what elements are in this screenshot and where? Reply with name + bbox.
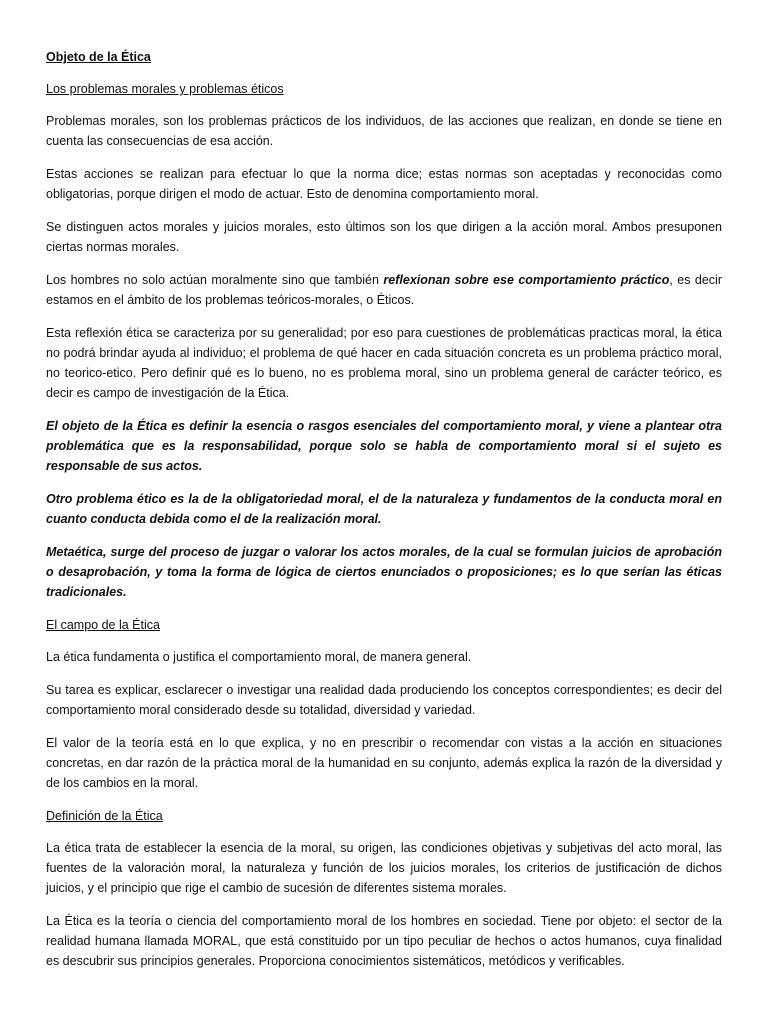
document-title: Objeto de la Ética [46, 50, 151, 64]
paragraph-11: El valor de la teoría está en lo que explica, y no en prescribir o recomendar con vistas a la acción en situaciones concretas, en dar razón de la práctica moral de la humanidad en su conjunto, además explica la razón de la diversidad y de los cambios en la moral. [46, 736, 722, 790]
paragraph-3: Se distinguen actos morales y juicios morales, esto últimos son los que dirigen a la acción moral. Ambos presuponen ciertas normas morales. [46, 220, 722, 254]
paragraph-10: Su tarea es explicar, esclarecer o investigar una realidad dada produciendo los conceptos correspondientes; es decir del comportamiento moral considerado desde su totalidad, diversidad y variedad. [46, 683, 722, 717]
paragraph-2: Estas acciones se realizan para efectuar lo que la norma dice; estas normas son aceptadas y reconocidas como obligatorias, porque dirigen el modo de actuar. Esto de denomina comportamiento moral. [46, 167, 722, 201]
paragraph-9: La ética fundamenta o justifica el comportamiento moral, de manera general. [46, 650, 472, 664]
paragraph-4-emphasis: reflexionan sobre ese comportamiento práctico [383, 273, 670, 287]
paragraph-4 [46, 270, 722, 310]
paragraph-4-start: Los hombres no solo actúan moralmente sino que también [46, 273, 384, 287]
paragraph-7: Otro problema ético es la de la obligatoriedad moral, el de la naturaleza y fundamentos de la conducta moral en cuanto conducta debida como el de la realización moral. [46, 492, 722, 526]
paragraph-8: Metaética, surge del proceso de juzgar o valorar los actos morales, de la cual se formulan juicios de aprobación o desaprobación, y toma la forma de lógica de ciertos enunciados o proposiciones; es lo que serían las éticas tradicionales. [46, 545, 722, 599]
section-heading-definicion: Definición de la Ética [46, 809, 163, 823]
section-heading-campo: El campo de la Ética [46, 618, 160, 632]
paragraph-4-end: , es decir estamos en el ámbito de los problemas teóricos-morales, o Éticos. [46, 273, 723, 307]
paragraph-1: Problemas morales, son los problemas prácticos de los individuos, de las acciones que realizan, en donde se tiene en cuenta las consecuencias de esa acción. [46, 114, 722, 148]
paragraph-12: La ética trata de establecer la esencia de la moral, su origen, las condiciones objetivas y subjetivas del acto moral, las fuentes de la valoración moral, la naturaleza y función de los juicios morales, los criterios de justificación de dichos juicios, y el principio que rige el cambio de sucesión de diferentes sistema morales. [46, 841, 722, 895]
paragraph-13: La Ética es la teoría o ciencia del comportamiento moral de los hombres en sociedad. Tiene por objeto: el sector de la realidad humana llamada MORAL, que está constituido por un tipo peculiar de hechos o actos humanos, cuya finalidad es descubrir sus principios generales. Proporciona conocimientos sistemáticos, metódicos y verificables. [46, 914, 722, 968]
paragraph-5: Esta reflexión ética se caracteriza por su generalidad; por eso para cuestiones de problemáticas practicas moral, la ética no podrá brindar ayuda al individuo; el problema de qué hacer en cada situación concreta es un problema práctico moral, no teorico-etico. Pero definir qué es lo bueno, no es problema moral, sino un problema general de carácter teórico, es decir es campo de investigación de la Ética. [46, 326, 722, 400]
paragraph-6: El objeto de la Ética es definir la esencia o rasgos esenciales del comportamiento moral, y viene a plantear otra problemática que es la responsabilidad, porque solo se habla de comportamiento moral si el sujeto es responsable de sus actos. [46, 419, 722, 473]
section-heading-problemas: Los problemas morales y problemas éticos [46, 82, 284, 96]
